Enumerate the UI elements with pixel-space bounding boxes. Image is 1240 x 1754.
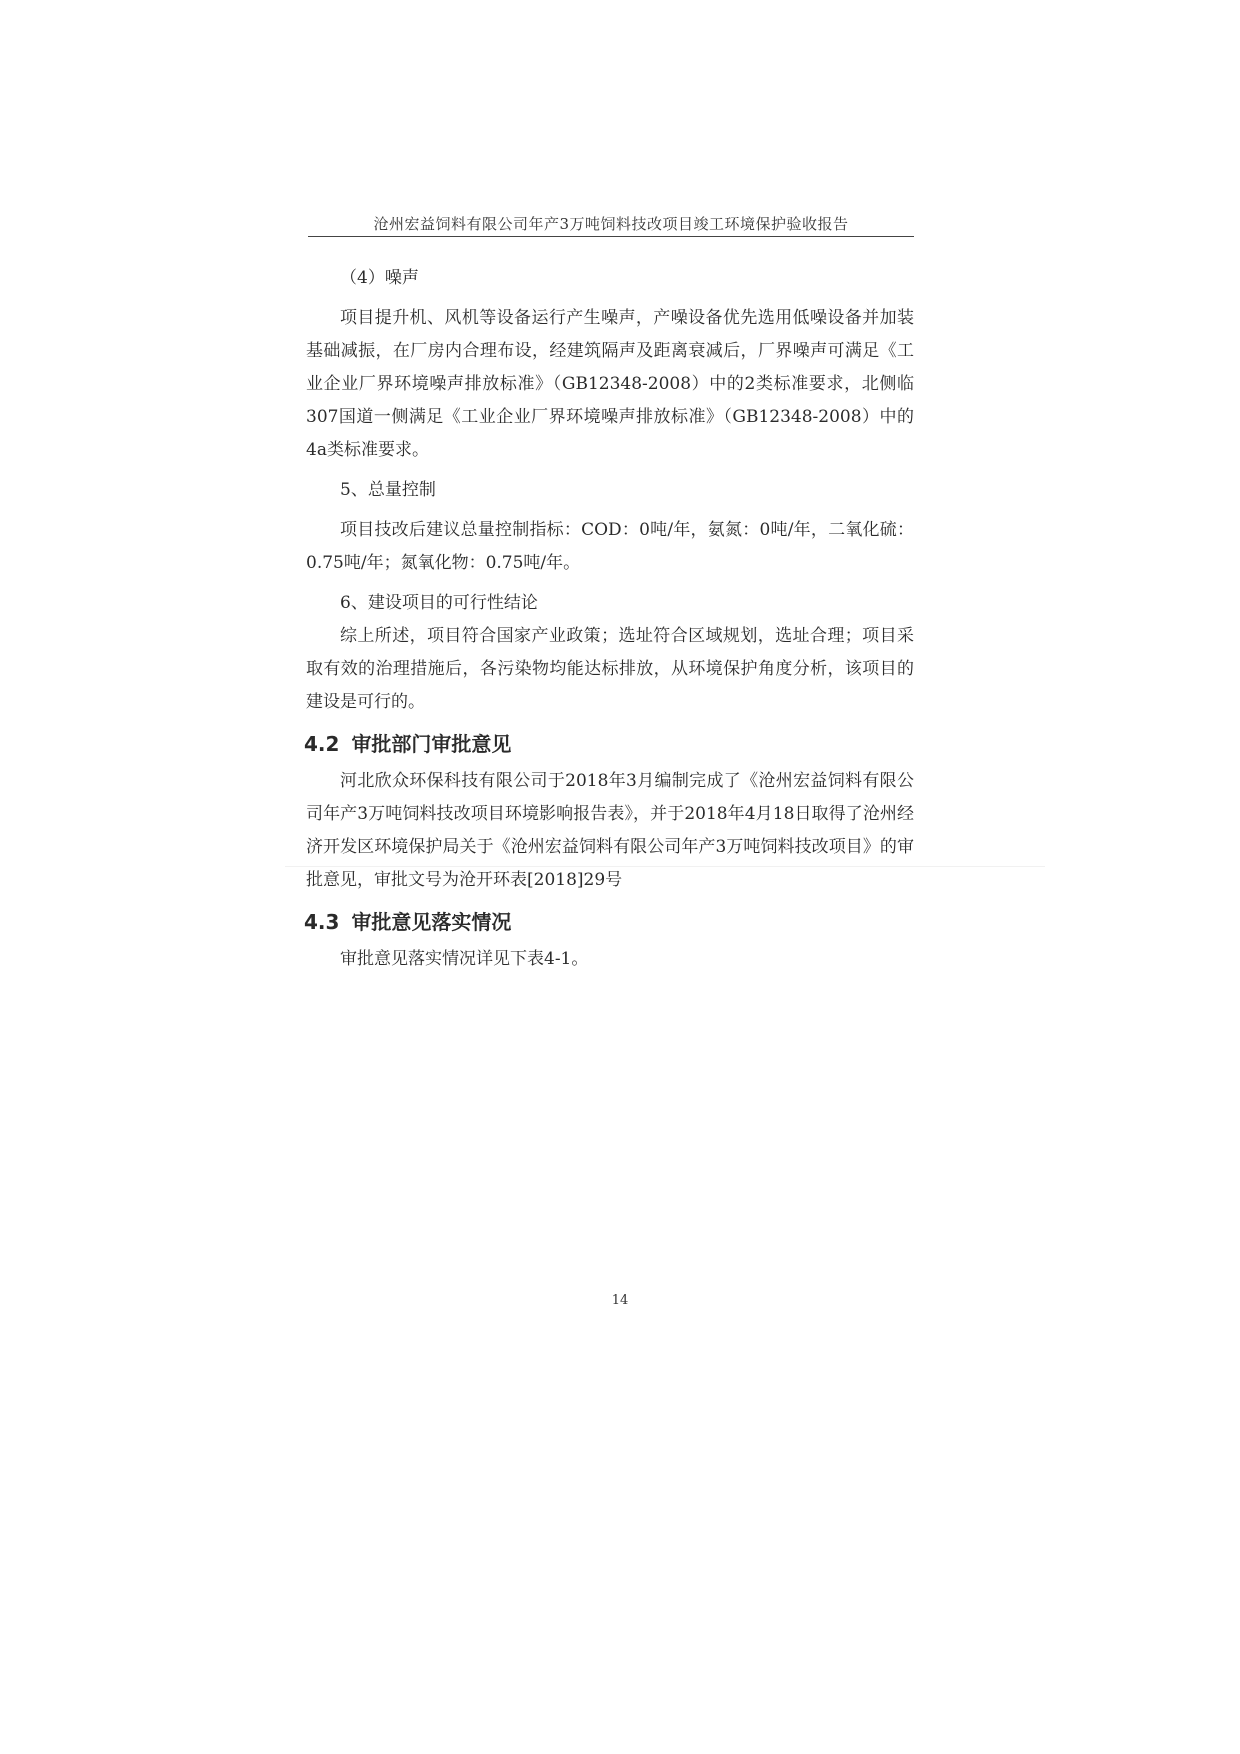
document-body xyxy=(306,262,914,976)
header-rule xyxy=(308,236,914,237)
feasibility-heading: 6、建设项目的可行性结论 xyxy=(340,593,538,613)
section-4-2-paragraph: 河北欣众环保科技有限公司于2018年3月编制完成了《沧州宏益饲料有限公司年产3万吨饲料技改项目环境影响报告表》，并于2018年4月18日取得了沧州经济开发区环境保护局关于《沧州宏益饲料有限公司年产3万吨饲料技改项目》的审批意见，审批文号为沧开环表[2018]29号 xyxy=(306,771,914,890)
section-4-2-heading xyxy=(304,729,914,759)
section-4-2-number: 4.2 xyxy=(304,732,340,756)
noise-heading: （4）噪声 xyxy=(340,268,419,288)
section-4-3-title: 审批意见落实情况 xyxy=(351,910,512,934)
section-4-3-heading xyxy=(304,907,914,937)
section-4-3-paragraph: 审批意见落实情况详见下表4-1。 xyxy=(340,949,589,969)
page-header-title: 沧州宏益饲料有限公司年产3万吨饲料技改项目竣工环境保护验收报告 xyxy=(373,215,849,233)
section-4-3-number: 4.3 xyxy=(304,910,340,934)
feasibility-paragraph: 综上所述，项目符合国家产业政策；选址符合区域规划，选址合理；项目采取有效的治理措施后，各污染物均能达标排放，从环境保护角度分析，该项目的建设是可行的。 xyxy=(306,626,914,712)
noise-paragraph: 项目提升机、风机等设备运行产生噪声，产噪设备优先选用低噪设备并加装基础减振，在厂房内合理布设，经建筑隔声及距离衰减后，厂界噪声可满足《工业企业厂界环境噪声排放标准》（GB12348-2008）中的2类标准要求，北侧临307国道一侧满足《工业企业厂界环境噪声排放标准》（GB12348-2008）中的4a类标准要求。 xyxy=(306,308,914,460)
total-control-paragraph: 项目技改后建议总量控制指标：COD：0吨/年，氨氮：0吨/年，二氧化硫：0.75吨/年；氮氧化物：0.75吨/年。 xyxy=(306,520,914,573)
total-control-heading: 5、总量控制 xyxy=(340,480,436,500)
page-number: 14 xyxy=(611,1293,629,1308)
section-4-2-title: 审批部门审批意见 xyxy=(351,732,512,756)
